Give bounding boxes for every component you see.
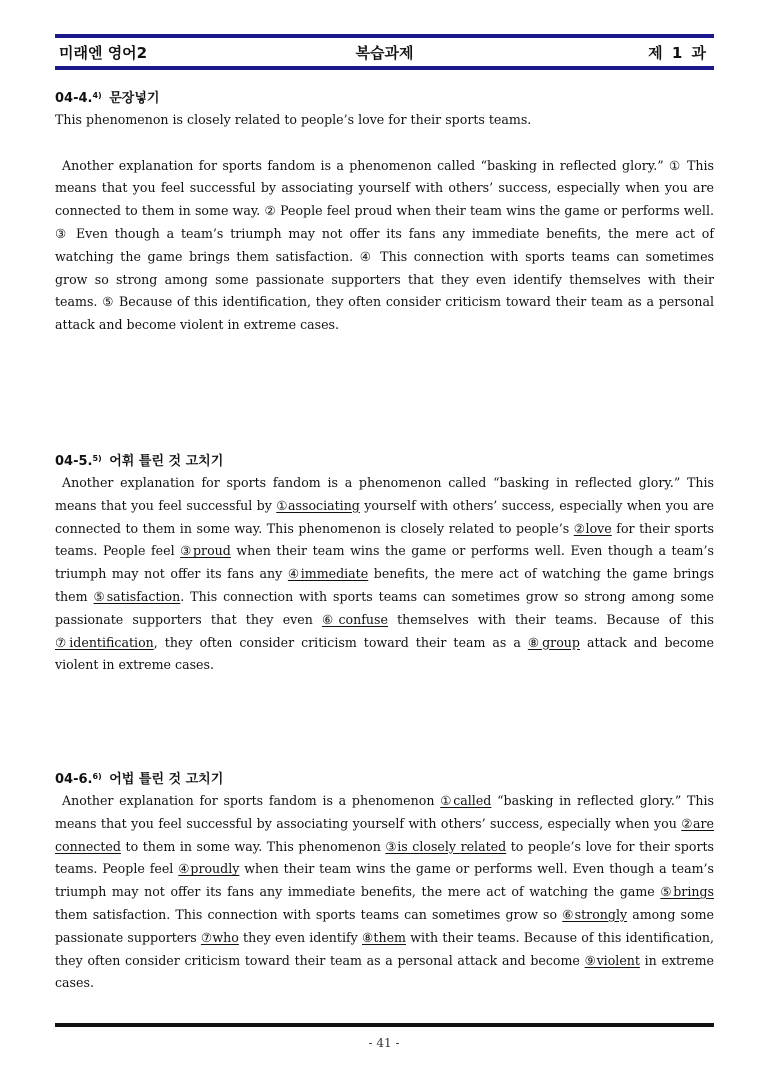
passage-segment: to them in some way. This phenomenon bbox=[120, 838, 386, 854]
section-sentence-insertion bbox=[55, 89, 714, 337]
passage-segment: Another explanation for sports fandom is a phenomenon called “basking in reflected glory.” This means that you feel successful by bbox=[55, 475, 714, 513]
section-title bbox=[55, 452, 714, 472]
section-title bbox=[55, 89, 714, 109]
page-number: - 41 - bbox=[368, 1036, 400, 1050]
passage-segment: themselves with their teams. Because of this bbox=[387, 611, 714, 627]
passage-segment: , they often consider criticism toward their team as a bbox=[153, 634, 528, 650]
header-lesson-number: 제 1 과 bbox=[648, 44, 708, 62]
underlined-word: ⑧group bbox=[527, 634, 580, 650]
passage-segment: they even identify bbox=[238, 929, 362, 945]
underlined-word: ①associating bbox=[276, 497, 360, 513]
section-task: 어휘 틀린 것 고치기 bbox=[109, 454, 224, 469]
passage-segment: them satisfaction. This connection with sports teams can sometimes grow so bbox=[55, 906, 563, 922]
underlined-word: ⑨violent bbox=[584, 952, 640, 968]
footnote-marker: 5) bbox=[92, 454, 102, 463]
footnote-marker: 6) bbox=[92, 772, 102, 781]
underlined-word: ⑤satisfaction bbox=[93, 588, 181, 604]
passage-segment: “basking in reflected glory.” This means that you feel successful by associating yourself with others’ success, especially when you bbox=[55, 793, 714, 831]
passage-segment: in extreme cases. bbox=[55, 952, 714, 991]
passage-segment: . This connection with sports teams can sometimes grow so strong among some passionate supporters that they even bbox=[55, 588, 714, 627]
footnote-marker: 4) bbox=[92, 91, 102, 100]
section-task: 문장넣기 bbox=[109, 91, 160, 106]
given-sentence: This phenomenon is closely related to people’s love for their sports teams. bbox=[55, 112, 532, 127]
underlined-word: ①called bbox=[440, 793, 492, 808]
section-vocabulary-correction bbox=[55, 452, 714, 677]
passage-segment: with their teams. Because of this identification, they often consider criticism toward their team as a personal attack and become bbox=[55, 929, 715, 968]
underlined-word: ④proudly bbox=[178, 861, 240, 877]
underlined-word: ⑥confuse bbox=[322, 611, 388, 627]
underlined-word: ③is closely related bbox=[385, 838, 507, 854]
header-assignment-title: 복습과제 bbox=[355, 44, 414, 62]
underlined-word: ③proud bbox=[180, 543, 231, 559]
header-bottom-rule bbox=[55, 66, 714, 70]
passage-segment: when their team wins the game or performs well. Even though a team’s triumph may not offer its fans any immediate benefits, the mere act of watching the game bbox=[55, 861, 714, 900]
section-body bbox=[55, 790, 714, 995]
header-top-rule bbox=[55, 34, 714, 38]
spacer bbox=[55, 132, 714, 155]
passage-segment: benefits, the mere act of watching the game brings them bbox=[55, 566, 714, 604]
section-body bbox=[55, 472, 714, 677]
underlined-word: ②love bbox=[573, 520, 612, 536]
header-textbook-title: 미래엔 영어2 bbox=[59, 44, 148, 62]
underlined-word: ⑧them bbox=[361, 929, 407, 945]
passage-text bbox=[55, 472, 714, 677]
passage-segment: Another explanation for sports fandom is a phenomenon bbox=[62, 793, 441, 808]
underlined-word: ④immediate bbox=[287, 566, 369, 582]
passage-segment: for their sports teams. People feel bbox=[55, 520, 714, 559]
underlined-word: ⑦who bbox=[200, 929, 239, 945]
section-title bbox=[55, 770, 714, 790]
underlined-word: ⑤brings bbox=[660, 884, 714, 900]
underlined-word: ⑦identification bbox=[55, 634, 154, 650]
passage-segment: when their team wins the game or performs well. Even though a team’s triumph may not offer its fans any bbox=[55, 543, 714, 582]
passage-text bbox=[55, 790, 714, 995]
underlined-word: ②are connected bbox=[55, 815, 715, 854]
page-header bbox=[55, 40, 714, 64]
underlined-word: ⑥strongly bbox=[562, 906, 628, 922]
passage-segment: to people’s love for their sports teams. People feel bbox=[55, 838, 714, 877]
section-number: 04-4. bbox=[55, 91, 93, 106]
passage-segment: among some passionate supporters bbox=[55, 906, 714, 945]
section-grammar-correction bbox=[55, 770, 714, 995]
section-number: 04-5. bbox=[55, 454, 93, 469]
section-task: 어법 틀린 것 고치기 bbox=[109, 772, 224, 787]
passage-segment: attack and become violent in extreme cases. bbox=[55, 634, 714, 673]
footer-rule bbox=[55, 1023, 714, 1027]
passage-text: Another explanation for sports fandom is a phenomenon called “basking in reflected glory.” ① This means that you feel successful by associating yourself with others’ success, especially when you are connected to them in some way. ② People feel proud when their team wins the game or performs well. ③ Even though a team’s triumph may not offer its fans any immediate benefits, the mere act of watching the game brings them satisfaction. ④ This connection with sports teams can sometimes grow so strong among some passionate supporters that they even identify themselves with their teams. ⑤ Because of this identification, they often consider criticism toward their team as a personal attack and become violent in extreme cases. bbox=[55, 157, 714, 333]
passage-segment: yourself with others’ success, especially when you are connected to them in some way. This phenomenon is closely related to people’s bbox=[55, 497, 714, 536]
section-number: 04-6. bbox=[55, 772, 93, 787]
section-body bbox=[55, 109, 714, 337]
